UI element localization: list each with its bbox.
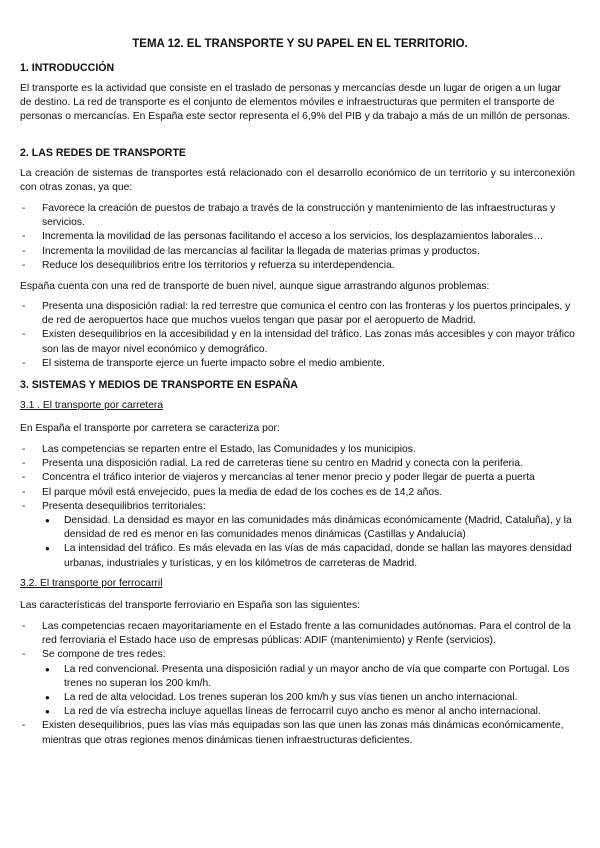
subheading-carretera: 3.1 . El transporte por carretera <box>20 400 164 411</box>
bullet-item: ● Densidad. La densidad es mayor en las comunidades más dinámicas económicamente (Madrid, Cataluña), y la densidad de red es menor en las comunidades menos dinámicas (Castillas y Andalucía) <box>42 514 575 542</box>
section-heading-introduccion: 1. INTRODUCCIÓN <box>20 62 115 74</box>
list-item: - Reduce los desequilibrios entre los territorios y refuerza su interdependencia. <box>20 259 575 273</box>
list-item: - Concentra el tráfico interior de viajeros y mercancías al tener menor precio y poder llegar de puerta a puerta <box>20 471 575 485</box>
document-title: TEMA 12. EL TRANSPORTE Y SU PAPEL EN EL TERRITORIO. <box>132 38 468 50</box>
list-item-text: Presenta desequilibrios territoriales: <box>42 500 206 512</box>
redes-problems-intro: España cuenta con una red de transporte de buen nivel, aunque sigue arrastrando algunos problemas: <box>20 281 490 292</box>
introduccion-paragraph: El transporte es la actividad que consiste en el traslado de personas y mercancías desde un lugar de origen a un lugar de destino. La red de transporte es el conjunto de elementos móviles e infraestructuras que permiten el transporte de personas o mercancías. En España este sector representa el 6,9% del PIB y da trabajo a más de un millón de personas. <box>20 83 571 123</box>
list-item: - Presenta una disposición radial. La red de carreteras tiene su centro en Madrid y conecta con la periferia. <box>20 457 575 471</box>
list-item: - Favorece la creación de puestos de trabajo a través de la construcción y mantenimiento de las infraestructuras y servicios. <box>20 202 575 230</box>
subheading-ferrocarril: 3.2. El transporte por ferrocarril <box>20 578 163 589</box>
list-item: - Incrementa la movilidad de las mercancías al facilitar la llegada de materias primas y productos. <box>20 245 575 259</box>
bullet-item: ● La red de vía estrecha incluye aquellas líneas de ferrocarril cuyo ancho es menor al ancho internacional. <box>42 705 575 719</box>
list-item: - Incrementa la movilidad de las personas facilitando el acceso a los servicios, los desplazamientos laborales… <box>20 230 575 244</box>
ferrocarril-intro: Las características del transporte ferroviario en España son las siguientes: <box>20 600 360 611</box>
list-item: - Las competencias recaen mayoritariamente en el Estado frente a las comunidades autónomas. Para el control de la red ferroviaria el Estado hace uso de empresas públicas: ADIF (mantenimiento) y Renfe (servicios). <box>20 620 575 648</box>
list-item: - Presenta una disposición radial: la red terrestre que comunica el centro con las fronteras y los puertos principales, y de red de aeropuertos hace que muchos vuelos tengan que pasar por el aeropuerto de Madrid. <box>20 300 575 328</box>
carretera-intro: En España el transporte por carretera se caracteriza por: <box>20 423 280 434</box>
redes-problems-list <box>20 300 575 371</box>
redes-intro-paragraph: La creación de sistemas de transportes está relacionado con el desarrollo económico de un territorio y su interconexión con otras zonas, ya que: <box>20 168 575 194</box>
section-heading-sistemas: 3. SISTEMAS Y MEDIOS DE TRANSPORTE EN ESPAÑA <box>20 379 298 391</box>
carretera-list <box>20 443 575 571</box>
list-item <box>20 648 575 719</box>
list-item-text: Se compone de tres redes: <box>42 649 166 661</box>
list-item: - Existen desequilibrios en la accesibilidad y en la intensidad del tráfico. Las zonas más accesibles y con mayor tráfico son las de mayor nivel económico y demográfico. <box>20 328 575 356</box>
ferrocarril-sublist <box>42 663 575 720</box>
bullet-item: ● La red convencional. Presenta una disposición radial y un mayor ancho de vía que comparte con Portugal. Los trenes no superan los 200 km/h. <box>42 663 575 691</box>
list-item: - Existen desequilibrios, pues las vías más equipadas son las que unen las zonas más dinámicas económicamente, mientras que otras regiones menos dinámicas tienen infraestructuras deficientes. <box>20 719 575 747</box>
bullet-item: ● La red de alta velocidad. Los trenes superan los 200 km/h y sus vías tienen un ancho internacional. <box>42 691 575 705</box>
redes-benefits-list <box>20 202 575 273</box>
ferrocarril-list <box>20 620 575 748</box>
list-item: - El sistema de transporte ejerce un fuerte impacto sobre el medio ambiente. <box>20 357 575 371</box>
carretera-sublist <box>42 514 575 571</box>
list-item: - Las competencias se reparten entre el Estado, las Comunidades y los municipios. <box>20 443 575 457</box>
list-item <box>20 500 575 571</box>
bullet-item: ● La intensidad del tráfico. Es más elevada en las vías de más capacidad, donde se hallan las mayores densidad urbanas, industriales y turísticas, y en los kilómetros de carreteras de Madrid. <box>42 542 575 570</box>
list-item: - El parque móvil está envejecido, pues la media de edad de los coches es de 14,2 años. <box>20 486 575 500</box>
section-heading-redes: 2. LAS REDES DE TRANSPORTE <box>20 147 186 159</box>
